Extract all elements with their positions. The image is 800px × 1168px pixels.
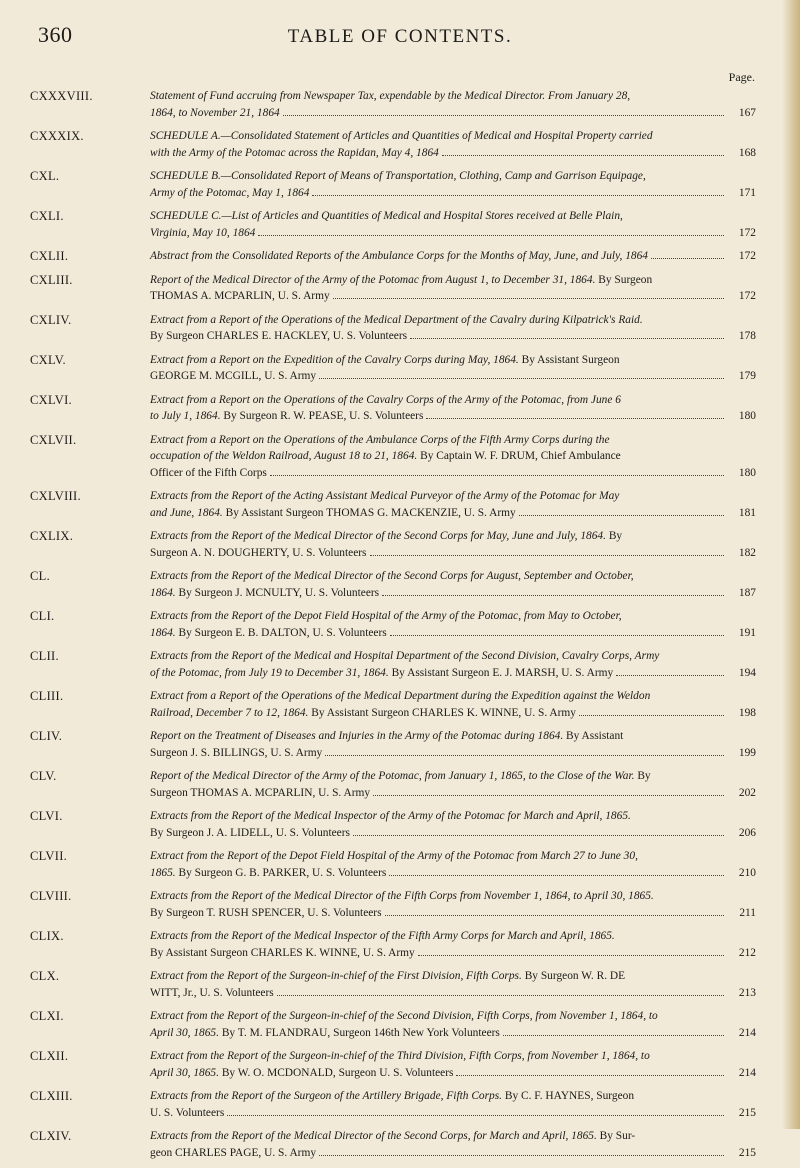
toc-entry xyxy=(30,608,756,641)
entry-body xyxy=(150,248,756,265)
entry-title-line: Extracts from the Report of the Medical and Hospital Department of the Second Division, Cavalry Corps, Army xyxy=(150,650,660,662)
entry-page-number: 210 xyxy=(738,866,756,879)
dot-leader xyxy=(325,755,724,756)
page-edge-shadow xyxy=(782,0,800,1129)
entry-title-line: Extracts from the Report of the Medical Inspector of the Fifth Army Corps for March and April, 1865. xyxy=(150,930,615,942)
toc-entry xyxy=(30,848,756,881)
entry-page-number: 214 xyxy=(738,1026,756,1039)
entry-last-line xyxy=(150,665,756,682)
dot-leader xyxy=(277,995,724,996)
dot-leader xyxy=(426,418,724,419)
toc-entry xyxy=(30,88,756,121)
dot-leader xyxy=(283,115,724,116)
entry-last-line xyxy=(150,1065,756,1082)
entry-body xyxy=(150,312,756,345)
entry-body xyxy=(150,1008,756,1041)
entry-title-line: Report of the Medical Director of the Army of the Potomac from August 1, to December 31, 1864. By Surgeon xyxy=(150,273,653,286)
entry-title-line: Extracts from the Report of the Medical Inspector of the Army of the Potomac for March and April, 1865. xyxy=(150,810,631,822)
entry-body xyxy=(150,272,756,305)
entry-body xyxy=(150,528,756,561)
entry-number: CLXIV. xyxy=(30,1129,72,1143)
toc-entry xyxy=(30,888,756,921)
entry-body xyxy=(150,808,756,841)
dot-leader xyxy=(616,675,724,676)
entry-page-number: 215 xyxy=(738,1106,756,1119)
entry-body xyxy=(150,168,756,201)
page-header xyxy=(0,20,800,60)
entry-number: CLII. xyxy=(30,649,59,663)
toc-entry xyxy=(30,488,756,521)
entry-number: CXXXVIII. xyxy=(30,89,93,103)
entry-title-line: Extracts from the Report of the Medical Director of the Second Corps, for March and April, 1865. By Sur- xyxy=(150,1130,636,1142)
dot-leader xyxy=(333,298,724,299)
entry-number: CLVI. xyxy=(30,809,63,823)
entry-title-line: Extracts from the Report of the Surgeon of the Artillery Brigade, Fifth Corps. By C. F. HAYNES, Surgeon xyxy=(150,1090,635,1102)
entry-body xyxy=(150,768,756,801)
entry-title-line: Extract from the Report of the Surgeon-in-chief of the Third Division, Fifth Corps, from November 1, 1864, to xyxy=(150,1050,650,1062)
entry-title-line: Extracts from the Report of the Acting Assistant Medical Purveyor of the Army of the Potomac for May xyxy=(150,490,620,502)
entry-body xyxy=(150,208,756,241)
entry-title-end: Abstract from the Consolidated Reports of the Ambulance Corps for the Months of May, June, and July, 1864 xyxy=(150,250,648,262)
entry-body xyxy=(150,888,756,921)
dot-leader xyxy=(258,235,724,236)
entry-title-line: occupation of the Weldon Railroad, August 18 to 21, 1864. By Captain W. F. DRUM, Chief Ambulance xyxy=(150,450,621,462)
entry-page-number: 215 xyxy=(738,1146,756,1159)
toc-entry xyxy=(30,168,756,201)
toc-entry xyxy=(30,568,756,601)
entry-title-line: Extract from the Report of the Depot Field Hospital of the Army of the Potomac from March 27 to June 30, xyxy=(150,850,638,862)
entry-title-line: Report of the Medical Director of the Army of the Potomac, from January 1, 1865, to the Close of the War. By xyxy=(150,770,651,782)
entry-title-end: By Assistant Surgeon CHARLES K. WINNE, U. S. Army xyxy=(150,946,415,959)
entry-title-end: WITT, Jr., U. S. Volunteers xyxy=(150,986,274,999)
entry-last-line xyxy=(150,865,756,882)
entry-page-number: 179 xyxy=(738,370,756,382)
toc-entry xyxy=(30,392,756,425)
entry-last-line xyxy=(150,465,756,482)
dot-leader xyxy=(456,1075,724,1076)
entry-title-line: Extract from a Report of the Operations of the Medical Department of the Cavalry during Kilpatrick's Raid. xyxy=(150,313,643,326)
entry-last-line xyxy=(150,368,756,385)
entry-title-end: April 30, 1865. By T. M. FLANDRAU, Surgeon 146th New York Volunteers xyxy=(150,1026,500,1039)
entry-body xyxy=(150,392,756,425)
entry-number: CXL. xyxy=(30,169,60,183)
entry-last-line xyxy=(150,785,756,802)
toc-entry xyxy=(30,1008,756,1041)
entry-page-number: 180 xyxy=(738,410,756,422)
entry-title-line: Extract from a Report on the Expedition of the Cavalry Corps during May, 1864. By Assistant Surgeon xyxy=(150,353,620,366)
entry-body xyxy=(150,352,756,385)
entry-last-line xyxy=(150,585,756,602)
entry-title-line: Extract from a Report on the Operations of the Cavalry Corps of the Army of the Potomac, from June 6 xyxy=(150,393,621,406)
entry-title-end: 1864, to November 21, 1864 xyxy=(150,106,280,119)
entry-number: CLVII. xyxy=(30,849,68,863)
entry-page-number: 199 xyxy=(738,746,756,759)
entry-title-end: U. S. Volunteers xyxy=(150,1106,225,1119)
entry-body xyxy=(150,608,756,641)
dot-leader xyxy=(270,475,724,476)
entry-number: CXLI. xyxy=(30,209,64,223)
dot-leader xyxy=(370,555,725,556)
entry-last-line xyxy=(150,185,756,202)
entry-title-end: and June, 1864. By Assistant Surgeon THOMAS G. MACKENZIE, U. S. Army xyxy=(150,506,516,519)
entry-page-number: 202 xyxy=(738,786,756,799)
entry-title-end: April 30, 1865. By W. O. MCDONALD, Surgeon U. S. Volunteers xyxy=(150,1066,454,1079)
entry-body xyxy=(150,968,756,1001)
entry-last-line xyxy=(150,225,756,242)
entry-page-number: 213 xyxy=(738,986,756,999)
toc-entry xyxy=(30,208,756,241)
entry-page-number: 171 xyxy=(738,186,756,199)
entry-number: CXLIX. xyxy=(30,529,74,543)
entry-body xyxy=(150,1048,756,1081)
dot-leader xyxy=(418,955,724,956)
toc-entry xyxy=(30,432,756,482)
entry-number: CLX. xyxy=(30,969,60,983)
entry-title-line: Extracts from the Report of the Medical Director of the Second Corps for August, September and October, xyxy=(150,570,634,582)
entry-title-line: Extracts from the Report of the Depot Field Hospital of the Army of the Potomac, from May to October, xyxy=(150,610,622,622)
entry-body xyxy=(150,1088,756,1121)
entry-title-end: Surgeon J. S. BILLINGS, U. S. Army xyxy=(150,746,323,759)
entry-body xyxy=(150,128,756,161)
entry-number: CL. xyxy=(30,569,50,583)
entry-last-line xyxy=(150,145,756,162)
entry-page-number: 178 xyxy=(738,330,756,342)
toc-entry xyxy=(30,248,756,265)
entry-page-number: 191 xyxy=(738,626,756,639)
entry-title-end: Railroad, December 7 to 12, 1864. By Assistant Surgeon CHARLES K. WINNE, U. S. Army xyxy=(150,706,576,719)
entry-title-end: Officer of the Fifth Corps xyxy=(150,466,267,479)
dot-leader xyxy=(651,258,724,259)
entry-number: CLV. xyxy=(30,769,57,783)
page-column-label: Page. xyxy=(728,70,755,84)
entry-number: CXLII. xyxy=(30,249,69,263)
entry-title-end: 1864. By Surgeon J. MCNULTY, U. S. Volunteers xyxy=(150,586,380,599)
dot-leader xyxy=(373,795,724,796)
entry-page-number: 194 xyxy=(738,666,756,679)
entry-body xyxy=(150,848,756,881)
entry-body xyxy=(150,432,756,482)
dot-leader xyxy=(519,515,724,516)
toc-entry xyxy=(30,128,756,161)
entry-title-line: Extracts from the Report of the Medical Director of the Second Corps for May, June and July, 1864. By xyxy=(150,530,623,542)
entry-number: CLIX. xyxy=(30,929,64,943)
entry-body xyxy=(150,88,756,121)
page-number: 360 xyxy=(38,22,73,47)
entry-last-line xyxy=(150,408,756,425)
dot-leader xyxy=(503,1035,724,1036)
entry-title-end: to July 1, 1864. By Surgeon R. W. PEASE, U. S. Volunteers xyxy=(150,410,424,422)
entry-title-line: Extract from a Report on the Operations of the Ambulance Corps of the Fifth Army Corps during the xyxy=(150,433,610,446)
entry-title-end: of the Potomac, from July 19 to December 31, 1864. By Assistant Surgeon E. J. MARSH, U. S. Army xyxy=(150,666,614,679)
entry-number: CLIII. xyxy=(30,689,64,703)
dot-leader xyxy=(319,378,724,379)
entry-page-number: 187 xyxy=(738,586,756,599)
entry-number: CXLIII. xyxy=(30,272,73,287)
entry-page-number: 172 xyxy=(738,226,756,239)
entry-title-line: Report on the Treatment of Diseases and Injuries in the Army of the Potomac during 1864. By Assistant xyxy=(150,730,624,742)
entry-last-line xyxy=(150,505,756,522)
entry-title-line: Extract from the Report of the Surgeon-in-chief of the Second Division, Fifth Corps, from November 1, 1864, to xyxy=(150,1010,658,1022)
toc-entry xyxy=(30,352,756,385)
entry-last-line xyxy=(150,105,756,122)
entry-page-number: 214 xyxy=(738,1066,756,1079)
entry-title-line: SCHEDULE C.—List of Articles and Quantities of Medical and Hospital Stores received at Belle Plain, xyxy=(150,210,623,222)
dot-leader xyxy=(319,1155,724,1156)
toc-entry xyxy=(30,728,756,761)
entry-title-line: SCHEDULE A.—Consolidated Statement of Articles and Quantities of Medical and Hospital Property carried xyxy=(150,130,653,142)
entry-page-number: 167 xyxy=(738,106,756,119)
toc-entry xyxy=(30,808,756,841)
entry-last-line xyxy=(150,545,756,562)
running-title: TABLE OF CONTENTS. xyxy=(287,26,513,47)
toc-entry xyxy=(30,312,756,345)
entry-number: CLVIII. xyxy=(30,889,72,903)
entry-body xyxy=(150,728,756,761)
entry-title-end: 1864. By Surgeon E. B. DALTON, U. S. Volunteers xyxy=(150,626,387,639)
entry-page-number: 211 xyxy=(739,906,756,919)
entry-last-line xyxy=(150,1025,756,1042)
entry-title-line: SCHEDULE B.—Consolidated Report of Means of Transportation, Clothing, Camp and Garrison Equipage, xyxy=(150,170,646,182)
entry-number: CXLVIII. xyxy=(30,489,81,503)
entry-page-number: 180 xyxy=(738,466,756,479)
entry-page-number: 181 xyxy=(738,506,756,519)
toc-entry xyxy=(30,1088,756,1121)
entry-number: CLI. xyxy=(30,609,55,623)
entry-last-line xyxy=(150,1105,756,1122)
entry-title-end: Surgeon A. N. DOUGHERTY, U. S. Volunteers xyxy=(150,546,367,559)
dot-leader xyxy=(389,875,724,876)
entry-last-line xyxy=(150,288,756,305)
dot-leader xyxy=(390,635,724,636)
dot-leader xyxy=(385,915,724,916)
toc-entry xyxy=(30,528,756,561)
entry-page-number: 206 xyxy=(738,826,756,839)
entry-body xyxy=(150,648,756,681)
entry-title-line: Statement of Fund accruing from Newspaper Tax, expendable by the Medical Director. From January 28, xyxy=(150,90,631,102)
entry-body xyxy=(150,688,756,721)
entry-title-end: By Surgeon CHARLES E. HACKLEY, U. S. Volunteers xyxy=(150,330,408,342)
toc-entry xyxy=(30,648,756,681)
dot-leader xyxy=(382,595,724,596)
entry-title-end: Surgeon THOMAS A. MCPARLIN, U. S. Army xyxy=(150,786,371,799)
toc-entry xyxy=(30,688,756,721)
entry-number: CLXII. xyxy=(30,1049,69,1063)
entry-title-end: Virginia, May 10, 1864 xyxy=(150,226,256,239)
entry-page-number: 172 xyxy=(738,290,756,302)
entry-number: CLXIII. xyxy=(30,1089,73,1103)
entry-last-line xyxy=(150,985,756,1002)
entry-number: CLXI. xyxy=(30,1009,64,1023)
entry-page-number: 198 xyxy=(738,706,756,719)
entry-title-end: 1865. By Surgeon G. B. PARKER, U. S. Volunteers xyxy=(150,866,387,879)
dot-leader xyxy=(227,1115,724,1116)
entry-title-line: Extract from a Report of the Operations of the Medical Department during the Expedition against the Weldon xyxy=(150,690,651,702)
entry-last-line xyxy=(150,328,756,345)
dot-leader xyxy=(312,195,724,196)
entry-body xyxy=(150,1128,756,1161)
entry-number: CXLIV. xyxy=(30,312,72,327)
entry-title-end: By Surgeon J. A. LIDELL, U. S. Volunteers xyxy=(150,826,350,839)
entry-title-line: Extracts from the Report of the Medical Director of the Fifth Corps from November 1, 1864, to April 30, 1865. xyxy=(150,890,654,902)
entry-body xyxy=(150,928,756,961)
entry-title-end: geon CHARLES PAGE, U. S. Army xyxy=(150,1146,317,1159)
entry-number: CXXXIX. xyxy=(30,129,84,143)
dot-leader xyxy=(579,715,724,716)
dot-leader xyxy=(410,338,724,339)
entry-number: CXLVII. xyxy=(30,432,77,447)
entry-title-end: with the Army of the Potomac across the Rapidan, May 4, 1864 xyxy=(150,146,439,159)
contents-list xyxy=(30,88,756,1168)
toc-entry xyxy=(30,1048,756,1081)
entry-last-line xyxy=(150,745,756,762)
toc-entry xyxy=(30,928,756,961)
entry-last-line xyxy=(150,945,756,962)
entry-last-line xyxy=(150,705,756,722)
entry-last-line xyxy=(150,1145,756,1162)
entry-number: CXLV. xyxy=(30,352,66,367)
dot-leader xyxy=(442,155,724,156)
entry-body xyxy=(150,568,756,601)
toc-entry xyxy=(30,1128,756,1161)
entry-title-end: Army of the Potomac, May 1, 1864 xyxy=(150,186,310,199)
entry-number: CXLVI. xyxy=(30,392,72,407)
entry-title-line: Extract from the Report of the Surgeon-in-chief of the First Division, Fifth Corps. By Surgeon W. R. DE xyxy=(150,970,626,982)
entry-title-end: THOMAS A. MCPARLIN, U. S. Army xyxy=(150,290,330,302)
entry-page-number: 172 xyxy=(738,250,756,262)
entry-page-number: 168 xyxy=(738,146,756,159)
toc-entry xyxy=(30,272,756,305)
entry-last-line xyxy=(150,248,756,265)
entry-page-number: 212 xyxy=(738,946,756,959)
entry-body xyxy=(150,488,756,521)
entry-title-end: GEORGE M. MCGILL, U. S. Army xyxy=(150,370,317,382)
toc-entry xyxy=(30,768,756,801)
entry-page-number: 182 xyxy=(738,546,756,559)
entry-number: CLIV. xyxy=(30,729,63,743)
entry-title-end: By Surgeon T. RUSH SPENCER, U. S. Volunteers xyxy=(150,906,382,919)
toc-entry xyxy=(30,968,756,1001)
entry-last-line xyxy=(150,625,756,642)
dot-leader xyxy=(353,835,724,836)
entry-last-line xyxy=(150,905,756,922)
entry-last-line xyxy=(150,825,756,842)
